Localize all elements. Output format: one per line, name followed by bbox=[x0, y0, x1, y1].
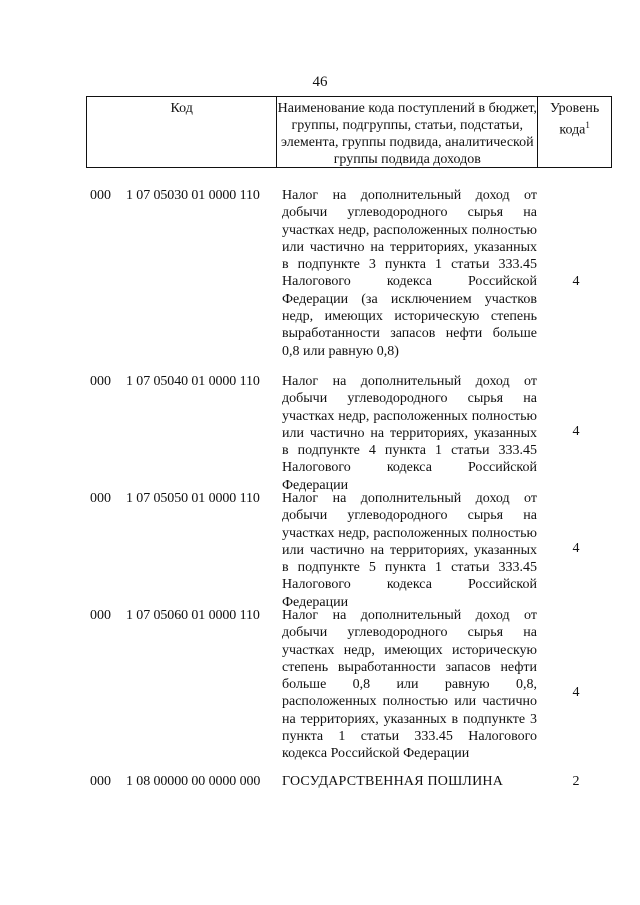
revenue-code: 1 08 00000 00 0000 000 bbox=[126, 774, 261, 789]
code-level: 4 bbox=[572, 424, 580, 439]
revenue-name: ГОСУДАРСТВЕННАЯ ПОШЛИНА bbox=[282, 774, 504, 789]
header-level-footnote: 1 bbox=[585, 120, 590, 130]
revenue-code: 1 07 05040 01 0000 110 bbox=[126, 374, 260, 389]
revenue-code: 1 07 05030 01 0000 110 bbox=[126, 188, 260, 203]
page-number: 46 bbox=[312, 74, 328, 90]
admin-code: 000 bbox=[90, 374, 111, 389]
revenue-code: 1 07 05060 01 0000 110 bbox=[126, 608, 260, 623]
code-level: 2 bbox=[572, 774, 580, 789]
revenue-code: 1 07 05050 01 0000 110 bbox=[126, 491, 260, 506]
admin-code: 000 bbox=[90, 491, 111, 506]
header-level-label: Уровень кода bbox=[549, 101, 600, 138]
header-code: Код bbox=[87, 97, 277, 167]
admin-code: 000 bbox=[90, 188, 111, 203]
header-name: Наименование кода поступлений в бюджет, группы, подгруппы, статьи, подстатьи, элемента, группы подвида, аналитической группы подвида доходов bbox=[277, 97, 538, 167]
revenue-name: Налог на дополнительный доход от добычи углеводородного сырья на участках недр, расположенных полностью или частично на территориях, указанных в подпункте 3 пункта 1 статьи 333.45 Налогового кодекса Российской Федерации (за исключением участков недр, имеющих историческую степень выработанности запасов нефти больше 0,8 или равную 0,8) bbox=[282, 188, 537, 359]
header-level bbox=[538, 97, 611, 167]
table-header bbox=[86, 96, 612, 168]
code-level: 4 bbox=[572, 685, 580, 700]
admin-code: 000 bbox=[90, 608, 111, 623]
revenue-name: Налог на дополнительный доход от добычи углеводородного сырья на участках недр, расположенных полностью или частично на территориях, указанных в подпункте 4 пункта 1 статьи 333.45 Налогового кодекса Российской Федерации bbox=[282, 374, 537, 493]
admin-code: 000 bbox=[90, 774, 111, 789]
revenue-name: Налог на дополнительный доход от добычи углеводородного сырья на участках недр, имеющих историческую степень выработанности запасов нефти больше 0,8 или равную 0,8, расположенных полностью или частично на территориях, указанных в подпункте 3 пункта 1 статьи 333.45 Налогового кодекса Российской Федерации bbox=[282, 608, 537, 762]
code-level: 4 bbox=[572, 274, 580, 289]
code-level: 4 bbox=[572, 541, 580, 556]
revenue-name: Налог на дополнительный доход от добычи углеводородного сырья на участках недр, расположенных полностью или частично на территориях, указанных в подпункте 5 пункта 1 статьи 333.45 Налогового кодекса Российской Федерации bbox=[282, 491, 537, 610]
